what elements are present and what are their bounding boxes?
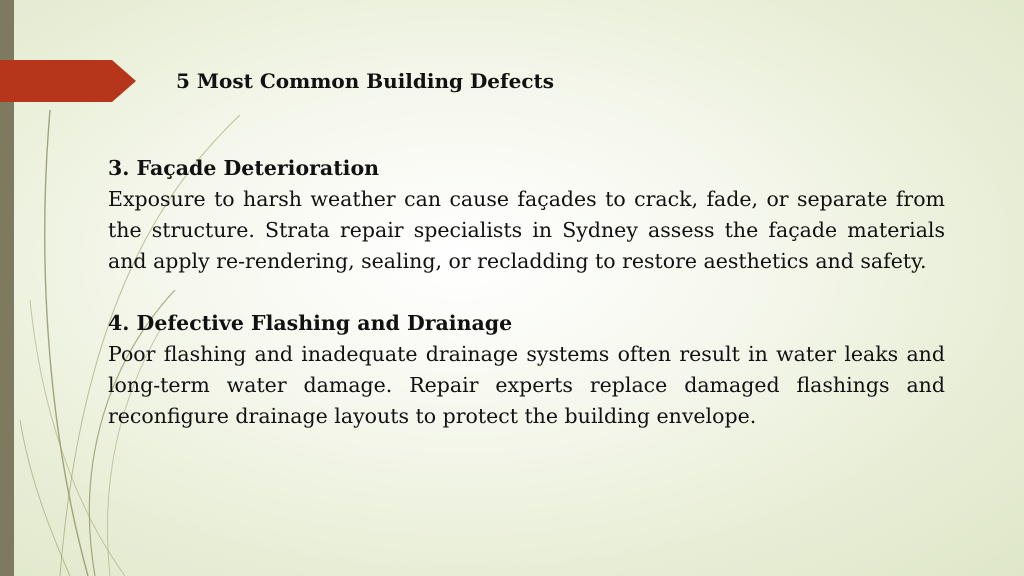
- section-body: Poor flashing and inadequate drainage systems often result in water leaks and long-term water damage. Repair experts replace damaged flashings and reconfigure drainage layouts to protect the building envelope.: [108, 342, 945, 428]
- slide-content: [108, 153, 945, 432]
- section-body: Exposure to harsh weather can cause façades to crack, fade, or separate from the structure. Strata repair specialists in Sydney assess the façade materials and apply re-rendering, sealing, or recladding to restore aesthetics and safety.: [108, 187, 945, 273]
- slide-title: 5 Most Common Building Defects: [176, 69, 555, 93]
- section-facade-deterioration: [108, 153, 945, 277]
- section-flashing-drainage: [108, 308, 945, 432]
- section-heading: 3. Façade Deterioration: [108, 156, 380, 180]
- section-heading: 4. Defective Flashing and Drainage: [108, 311, 513, 335]
- title-arrow-banner: [0, 60, 136, 102]
